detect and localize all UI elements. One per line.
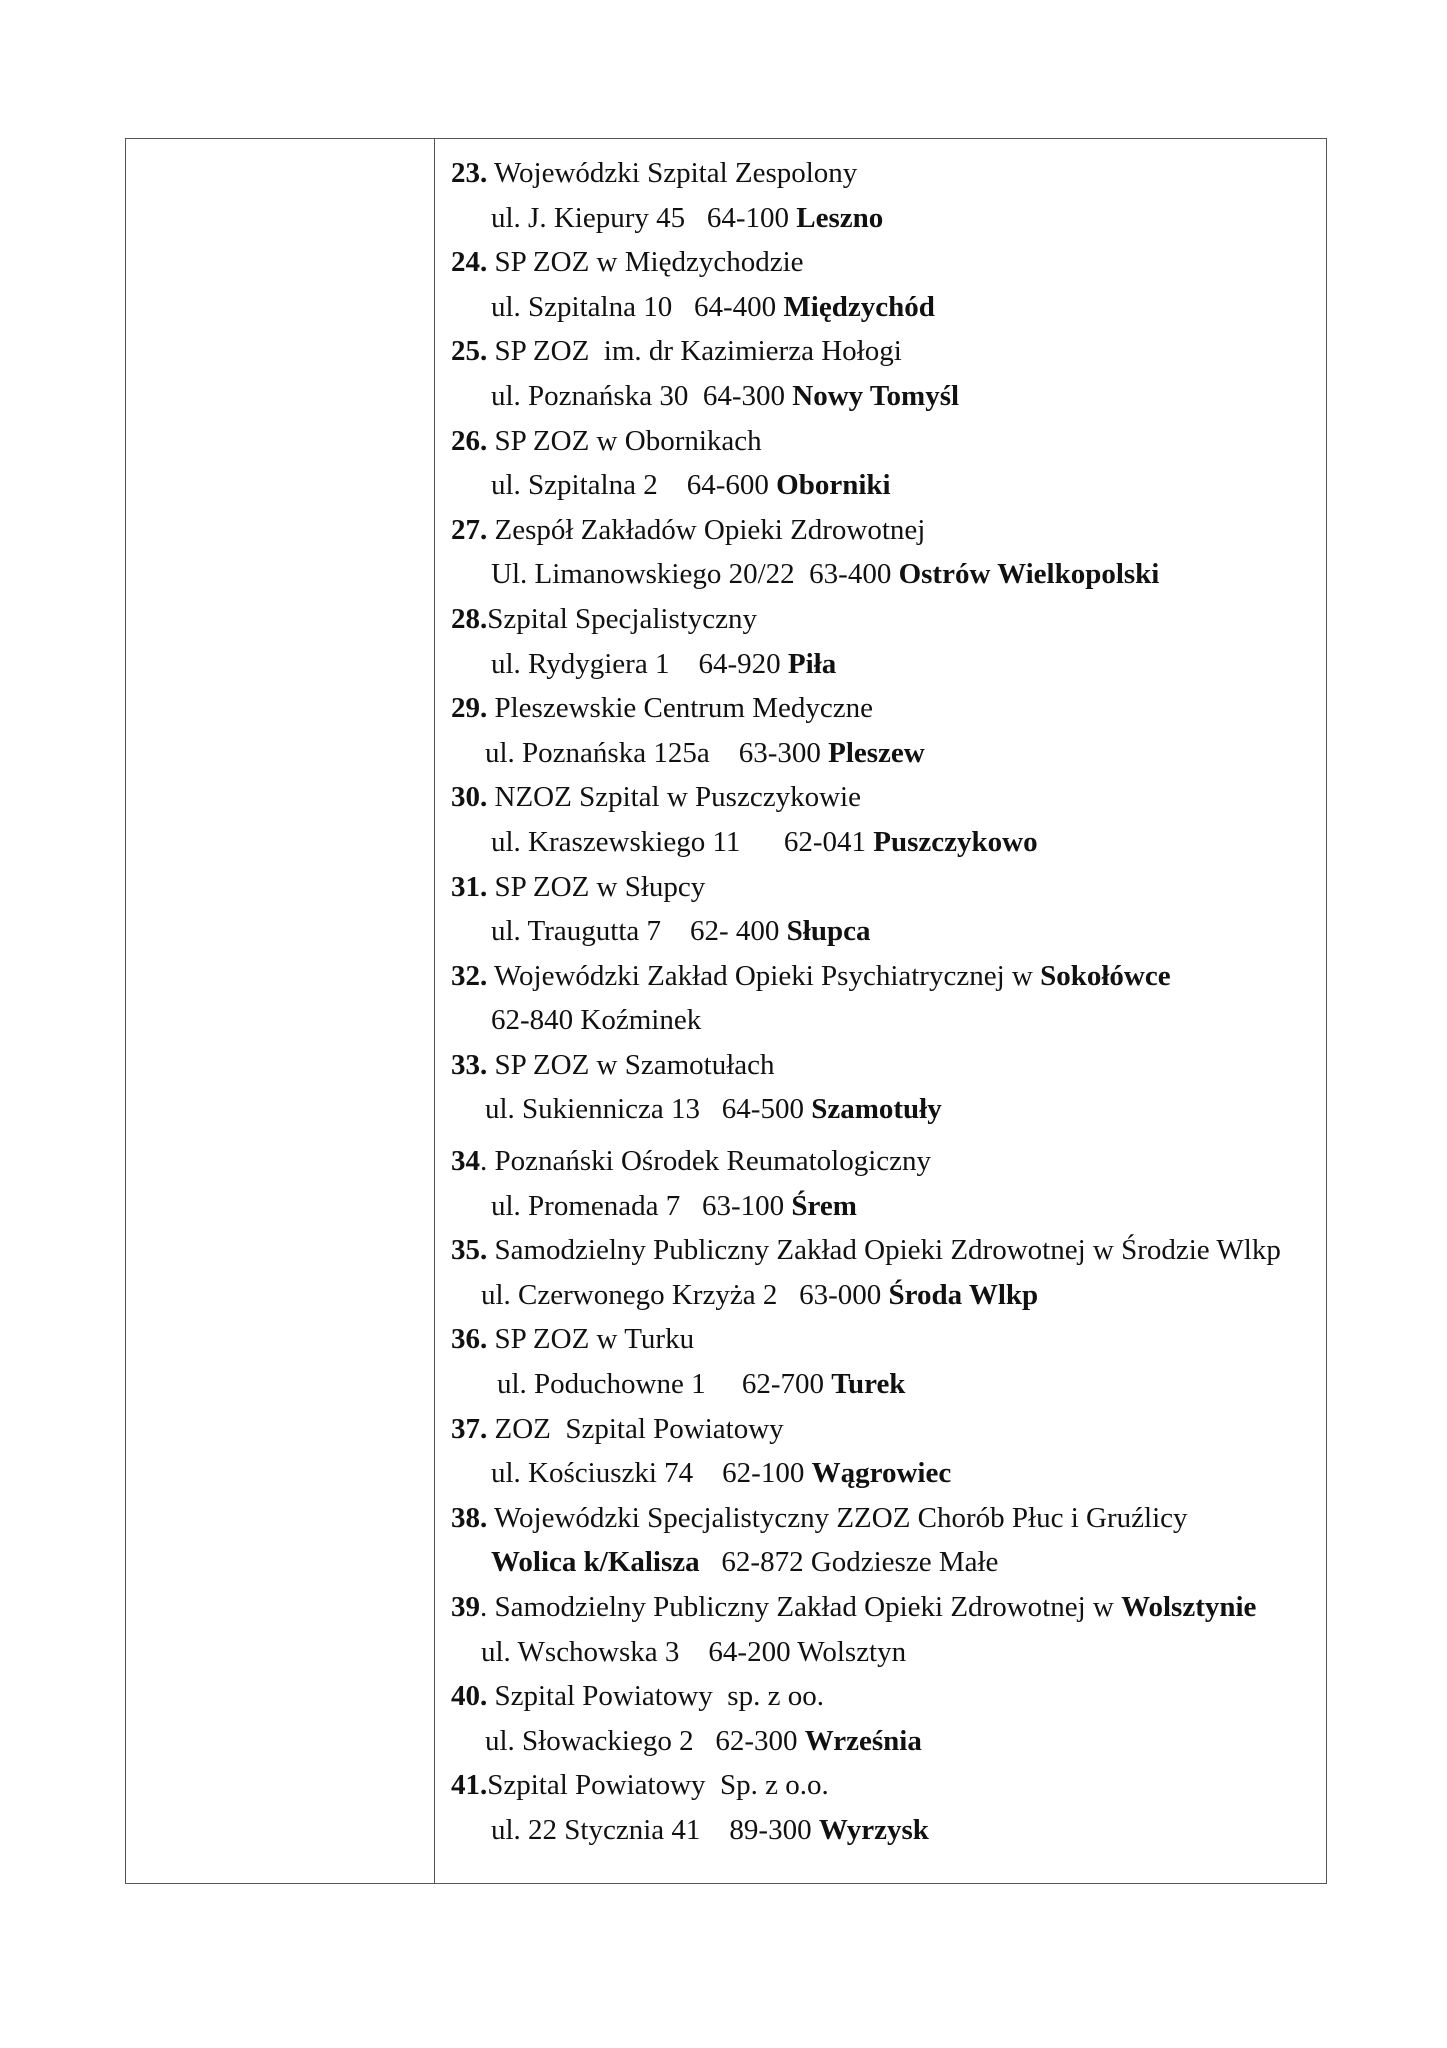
entry-address-line — [451, 196, 1311, 241]
entry-city: Szamotuły — [811, 1093, 942, 1126]
entry-address: ul. Kraszewskiego 11 62-041 — [491, 825, 874, 858]
entry-address-line — [451, 285, 1311, 330]
hospital-list-table — [125, 138, 1327, 1884]
entry-address: ul. 22 Stycznia 41 89-300 — [491, 1813, 819, 1846]
entry-name: Wojewódzki Szpital Zespolony — [493, 157, 858, 189]
entry-number: 33. — [451, 1048, 488, 1081]
list-item — [451, 419, 1311, 508]
entry-address-line — [451, 642, 1311, 687]
entry-separator — [487, 1680, 494, 1712]
entry-name-line — [451, 1228, 1311, 1273]
entry-number: 32. — [451, 959, 488, 992]
entry-number: 30. — [451, 781, 488, 814]
entry-separator — [487, 781, 494, 813]
entry-number: 23. — [451, 157, 488, 189]
entry-separator — [487, 692, 494, 724]
entry-separator — [487, 960, 494, 992]
list-item — [451, 1496, 1311, 1585]
entry-number: 34 — [451, 1145, 480, 1178]
entry-address: 62-840 Koźminek — [491, 1004, 702, 1037]
entry-number: 29. — [451, 692, 488, 725]
entry-separator — [487, 514, 494, 546]
entry-number: 39 — [451, 1591, 480, 1623]
list-item — [451, 1043, 1311, 1132]
entry-name-bold: Wolsztynie — [1121, 1591, 1257, 1623]
entry-address: ul. Szpitalna 2 64-600 — [491, 469, 777, 502]
entry-address: ul. Czerwonego Krzyża 2 63-000 — [481, 1278, 889, 1311]
entry-number: 38. — [451, 1501, 488, 1534]
entry-name-line — [451, 329, 1311, 374]
entry-number: 37. — [451, 1412, 488, 1445]
entry-separator — [487, 246, 494, 278]
entry-address: ul. Rydygiera 1 64-920 — [491, 647, 788, 680]
entry-name: SP ZOZ im. dr Kazimierza Hołogi — [494, 335, 902, 368]
entry-address: ul. Poduchowne 1 62-700 — [497, 1368, 832, 1401]
list-item — [451, 775, 1311, 864]
entry-city: Puszczykowo — [873, 825, 1038, 858]
entry-address-line — [451, 463, 1311, 508]
entry-name-line — [451, 1317, 1311, 1362]
entry-name: SP ZOZ w Słupcy — [494, 870, 706, 903]
entry-address-line — [451, 998, 1311, 1043]
left-empty-cell — [126, 139, 435, 1883]
entry-separator — [487, 335, 494, 367]
entry-name-line — [451, 954, 1311, 999]
entry-address-line — [451, 1184, 1311, 1229]
entry-name-line — [451, 1043, 1311, 1088]
list-item — [451, 1139, 1311, 1228]
list-item — [451, 686, 1311, 775]
entry-name: Wojewódzki Zakład Opieki Psychiatrycznej w — [493, 959, 1041, 992]
entry-name-line — [451, 597, 1311, 642]
entry-city: Wągrowiec — [811, 1457, 952, 1490]
entry-address-line — [451, 552, 1311, 597]
entry-separator — [487, 1323, 494, 1355]
entry-number: 31. — [451, 870, 488, 903]
list-item — [451, 865, 1311, 954]
list-item — [451, 329, 1311, 418]
entry-name-bold: Sokołówce — [1040, 959, 1171, 992]
entry-city: Leszno — [796, 201, 884, 234]
entry-separator — [487, 1049, 494, 1081]
entry-number: 36. — [451, 1323, 488, 1356]
entry-number: 26. — [451, 424, 488, 457]
entry-number: 28. — [451, 602, 488, 635]
entry-city: Września — [804, 1724, 922, 1757]
entry-name-line — [451, 686, 1311, 731]
list-item — [451, 151, 1311, 240]
entry-number: 40. — [451, 1680, 488, 1713]
hospital-entries — [451, 151, 1311, 1853]
entry-address-line — [451, 1540, 1311, 1585]
entry-separator — [487, 871, 494, 903]
entry-address: ul. Szpitalna 10 64-400 — [491, 290, 784, 323]
entry-separator — [487, 1413, 494, 1445]
entry-city: Słupca — [786, 915, 871, 948]
entry-city: Turek — [831, 1368, 906, 1401]
entry-address: Ul. Limanowskiego 20/22 63-400 — [491, 558, 899, 591]
entry-name: NZOZ Szpital w Puszczykowie — [494, 781, 861, 814]
entry-number: 27. — [451, 513, 488, 546]
entry-address: ul. Promenada 7 63-100 — [491, 1189, 792, 1222]
entry-name: SP ZOZ w Międzychodzie — [494, 246, 804, 279]
entry-city: Oborniki — [776, 469, 891, 502]
list-item — [451, 1407, 1311, 1496]
entry-name-line — [451, 508, 1311, 553]
entry-number: 25. — [451, 335, 488, 368]
entry-address: ul. Poznańska 30 64-300 — [491, 379, 793, 412]
entry-name: Szpital Powiatowy Sp. z o.o. — [487, 1769, 829, 1802]
entry-name: Szpital Powiatowy sp. z oo. — [494, 1680, 824, 1713]
entry-address-line — [451, 1362, 1311, 1407]
entry-address-line — [451, 1087, 1311, 1132]
entry-city: Nowy Tomyśl — [792, 379, 960, 412]
entry-separator — [487, 425, 494, 457]
entry-name-line — [451, 419, 1311, 464]
list-item — [451, 1674, 1311, 1763]
entry-address-line — [451, 1273, 1311, 1318]
entry-name: ZOZ Szpital Powiatowy — [494, 1412, 784, 1445]
entry-address: ul. Wschowska 3 64-200 Wolsztyn — [481, 1635, 907, 1668]
entry-name: Poznański Ośrodek Reumatologiczny — [494, 1145, 932, 1178]
entry-separator — [487, 157, 494, 189]
entry-address: ul. Kościuszki 74 62-100 — [491, 1457, 812, 1490]
entry-address-line — [451, 909, 1311, 954]
entry-number: 41. — [451, 1769, 488, 1802]
list-item — [451, 1763, 1311, 1852]
entry-address: ul. Traugutta 7 62- 400 — [491, 915, 787, 948]
list-item — [451, 1317, 1311, 1406]
entry-number: 35. — [451, 1234, 488, 1267]
entry-name: SP ZOZ w Obornikach — [494, 424, 762, 457]
entry-city: Międzychód — [783, 290, 935, 323]
entry-name-line — [451, 775, 1311, 820]
entry-name: Samodzielny Publiczny Zakład Opieki Zdrowotnej w — [494, 1591, 1122, 1623]
entry-address-line — [451, 1630, 1311, 1675]
entry-separator — [487, 1502, 494, 1534]
entry-address-line — [451, 820, 1311, 865]
entry-name: SP ZOZ w Szamotułach — [494, 1048, 775, 1081]
entry-name-line — [451, 1139, 1311, 1184]
entry-name: Zespół Zakładów Opieki Zdrowotnej — [494, 513, 926, 546]
entry-name: SP ZOZ w Turku — [494, 1323, 695, 1356]
entry-address-line — [451, 1808, 1311, 1853]
entry-separator: . — [480, 1145, 495, 1178]
entry-name: Szpital Specjalistyczny — [487, 602, 758, 635]
entry-name: Wojewódzki Specjalistyczny ZZOZ Chorób Płuc i Gruźlicy — [493, 1501, 1188, 1534]
entry-address-line — [451, 1451, 1311, 1496]
entry-address: ul. Poznańska 125a 63-300 — [485, 736, 829, 769]
entry-city: Wyrzysk — [818, 1813, 929, 1846]
entry-address-line — [451, 374, 1311, 419]
list-item — [451, 1228, 1311, 1317]
list-item — [451, 1585, 1311, 1674]
entry-name-line — [451, 1763, 1311, 1808]
list-item — [451, 508, 1311, 597]
entry-name: Samodzielny Publiczny Zakład Opieki Zdrowotnej w Środzie Wlkp — [494, 1234, 1281, 1267]
entry-name-line — [451, 865, 1311, 910]
entry-city: Środa Wlkp — [888, 1278, 1039, 1311]
entry-name-line — [451, 1674, 1311, 1719]
entry-city: Wolica k/Kalisza — [491, 1546, 700, 1579]
entry-name-line — [451, 240, 1311, 285]
entry-address: ul. Sukiennicza 13 64-500 — [485, 1093, 812, 1126]
entry-name: Pleszewskie Centrum Medyczne — [494, 692, 874, 725]
entry-name-line — [451, 151, 1311, 196]
entry-city: Piła — [787, 647, 837, 680]
entry-separator — [487, 1234, 494, 1266]
entry-city: Ostrów Wielkopolski — [898, 558, 1160, 591]
entry-address: ul. J. Kiepury 45 64-100 — [491, 201, 797, 234]
entry-name-line — [451, 1496, 1311, 1541]
entry-address-line — [451, 1719, 1311, 1764]
entry-city: Śrem — [791, 1189, 857, 1222]
entry-number: 24. — [451, 246, 488, 279]
list-item — [451, 597, 1311, 686]
entry-address-rest: 62-872 Godziesze Małe — [699, 1546, 999, 1579]
list-item — [451, 240, 1311, 329]
entry-separator: . — [480, 1591, 495, 1623]
entry-address: ul. Słowackiego 2 62-300 — [485, 1724, 805, 1757]
entry-address-line — [451, 731, 1311, 776]
entry-city: Pleszew — [828, 736, 925, 769]
entry-name-line — [451, 1407, 1311, 1452]
list-item — [451, 954, 1311, 1043]
entry-name-line — [451, 1585, 1311, 1630]
